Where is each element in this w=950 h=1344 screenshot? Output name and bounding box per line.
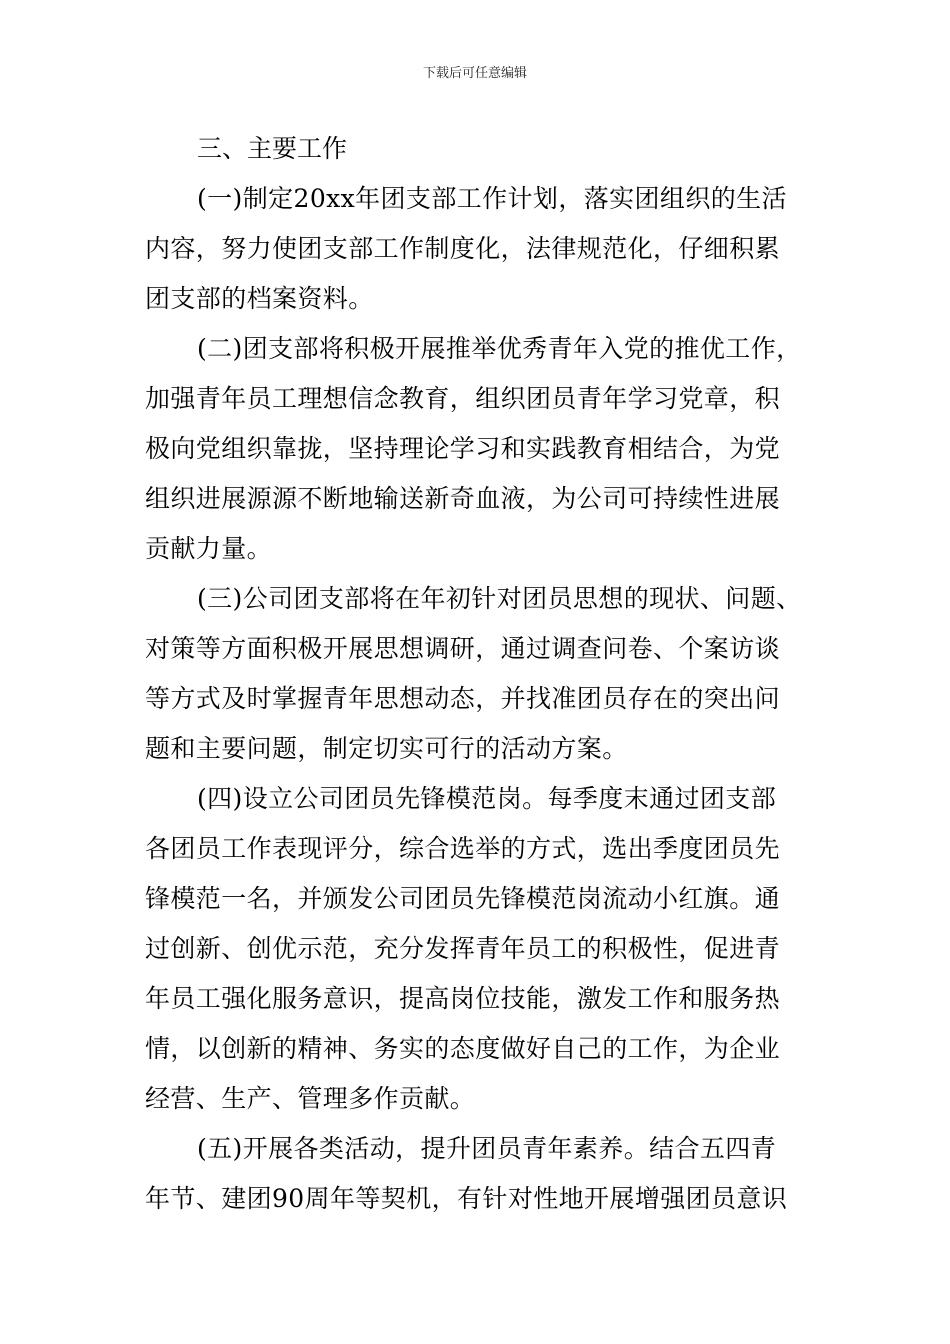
paragraph-line: (三)公司团支部将在年初针对团员思想的现状、问题、 bbox=[197, 584, 802, 613]
paragraph-2 bbox=[145, 324, 809, 574]
paragraph-line: 等方式及时掌握青年思想动态，并找准团员存在的突出问 bbox=[145, 684, 781, 713]
page-header-note: 下载后可任意编辑 bbox=[422, 66, 527, 81]
paragraph-4 bbox=[145, 774, 809, 1124]
paragraph-line: 贡献力量。 bbox=[145, 534, 273, 563]
paragraph-line: 题和主要问题，制定切实可行的活动方案。 bbox=[145, 734, 628, 763]
document-body bbox=[145, 124, 809, 1224]
paragraph-line: 对策等方面积极开展思想调研，通过调查问卷、个案访谈 bbox=[145, 634, 781, 663]
paragraph-line: 加强青年员工理想信念教育，组织团员青年学习党章，积 bbox=[145, 384, 781, 413]
paragraph-line: (一)制定20xx年团支部工作计划，落实团组织的生活 bbox=[197, 184, 787, 213]
paragraph-line: 各团员工作表现评分，综合选举的方式，选出季度团员先 bbox=[145, 834, 781, 863]
paragraph-line: 锋模范一名，并颁发公司团员先锋模范岗流动小红旗。通 bbox=[145, 884, 781, 913]
paragraph-line: (二)团支部将积极开展推举优秀青年入党的推优工作， bbox=[197, 334, 802, 363]
paragraph-line: 年员工强化服务意识，提高岗位技能，激发工作和服务热 bbox=[145, 984, 781, 1013]
paragraph-line: 内容，努力使团支部工作制度化，法律规范化，仔细积累 bbox=[145, 234, 781, 263]
paragraph-line: 过创新、创优示范，充分发挥青年员工的积极性，促进青 bbox=[145, 934, 781, 963]
paragraph-line: 年节、建团90周年等契机，有针对性地开展增强团员意识 bbox=[145, 1184, 788, 1213]
paragraph-line: (五)开展各类活动，提升团员青年素养。结合五四青 bbox=[197, 1134, 777, 1163]
paragraph-line: 组织进展源源不断地输送新奇血液，为公司可持续性进展 bbox=[145, 484, 781, 513]
paragraph-5 bbox=[145, 1124, 809, 1224]
paragraph-1 bbox=[145, 174, 809, 324]
paragraph-line: 极向党组织靠拢，坚持理论学习和实践教育相结合，为党 bbox=[145, 434, 781, 463]
section-heading: 三、主要工作 bbox=[197, 134, 348, 163]
paragraph-line: 情，以创新的精神、务实的态度做好自己的工作，为企业 bbox=[145, 1034, 781, 1063]
paragraph-line: 经营、生产、管理多作贡献。 bbox=[145, 1084, 476, 1113]
paragraph-line: (四)设立公司团员先锋模范岗。每季度末通过团支部 bbox=[197, 784, 777, 813]
paragraph-line: 团支部的档案资料。 bbox=[145, 284, 374, 313]
paragraph-3 bbox=[145, 574, 809, 774]
